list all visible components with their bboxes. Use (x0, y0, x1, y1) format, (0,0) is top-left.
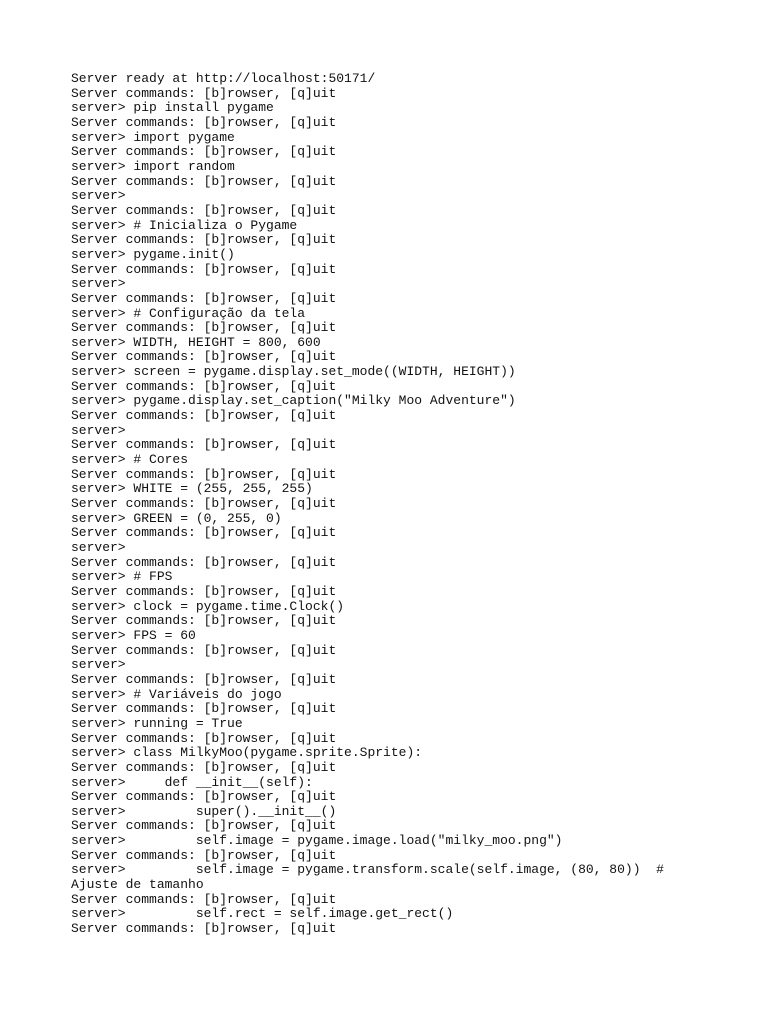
server-commands-line: Server commands: [b]rowser, [q]uit (71, 891, 337, 907)
server-prompt-line: server> pygame.display.set_caption("Milky Moo Adventure") (71, 393, 516, 409)
server-commands-line: Server commands: [b]rowser, [q]uit (71, 789, 337, 805)
server-prompt-line: server> (71, 276, 126, 292)
server-commands-line: Server commands: [b]rowser, [q]uit (71, 173, 337, 189)
server-commands-line: Server commands: [b]rowser, [q]uit (71, 496, 337, 512)
server-commands-line: Server commands: [b]rowser, [q]uit (71, 261, 337, 277)
server-commands-line: Server commands: [b]rowser, [q]uit (71, 759, 337, 775)
server-commands-line: Server commands: [b]rowser, [q]uit (71, 85, 337, 101)
server-commands-line: Server commands: [b]rowser, [q]uit (71, 408, 337, 424)
server-commands-line: Server commands: [b]rowser, [q]uit (71, 437, 337, 453)
server-prompt-line: server> class MilkyMoo(pygame.sprite.Sprite): (71, 745, 423, 761)
server-prompt-line: server> # Configuração da tela (71, 305, 306, 321)
server-prompt-line: server> (71, 422, 126, 438)
server-commands-line: Server commands: [b]rowser, [q]uit (71, 554, 337, 570)
console-output (71, 72, 711, 937)
server-prompt-line: server> # Variáveis do jogo (71, 686, 282, 702)
server-prompt-line: server> (71, 540, 126, 555)
server-commands-line: Server commands: [b]rowser, [q]uit (71, 701, 337, 717)
server-commands-line: Server commands: [b]rowser, [q]uit (71, 232, 337, 248)
server-status-line: Server ready at http://localhost:50171/ (71, 71, 376, 86)
server-prompt-line: server> super().__init__() (71, 803, 337, 819)
server-commands-line: Server commands: [b]rowser, [q]uit (71, 525, 337, 541)
server-prompt-line: server> (71, 657, 126, 673)
server-prompt-line: server> # Cores (71, 452, 189, 468)
server-commands-line: Server commands: [b]rowser, [q]uit (71, 847, 337, 863)
server-commands-line: Server commands: [b]rowser, [q]uit (71, 671, 337, 687)
server-commands-line: Server commands: [b]rowser, [q]uit (71, 642, 337, 658)
server-commands-line: Server commands: [b]rowser, [q]uit (71, 818, 337, 834)
server-prompt-line: server> def __init__(self): (71, 774, 313, 790)
server-prompt-line: server> self.image = pygame.transform.scale(self.image, (80, 80)) # Ajuste de tamanho (71, 862, 672, 893)
server-prompt-line: server> GREEN = (0, 255, 0) (71, 510, 282, 526)
server-prompt-line: server> FPS = 60 (71, 627, 196, 643)
server-commands-line: Server commands: [b]rowser, [q]uit (71, 202, 337, 218)
server-commands-line: Server commands: [b]rowser, [q]uit (71, 466, 337, 482)
server-commands-line: Server commands: [b]rowser, [q]uit (71, 349, 337, 365)
server-commands-line: Server commands: [b]rowser, [q]uit (71, 613, 337, 629)
server-prompt-line: server> WIDTH, HEIGHT = 800, 600 (71, 334, 321, 350)
server-prompt-line: server> running = True (71, 715, 243, 731)
server-commands-line: Server commands: [b]rowser, [q]uit (71, 114, 337, 130)
server-prompt-line: server> pygame.init() (71, 246, 235, 262)
server-commands-line: Server commands: [b]rowser, [q]uit (71, 290, 337, 306)
server-prompt-line: server> pip install pygame (71, 100, 274, 116)
server-commands-line: Server commands: [b]rowser, [q]uit (71, 730, 337, 746)
server-prompt-line: server> import pygame (71, 129, 235, 145)
server-commands-line: Server commands: [b]rowser, [q]uit (71, 921, 337, 937)
server-commands-line: Server commands: [b]rowser, [q]uit (71, 583, 337, 599)
server-commands-line: Server commands: [b]rowser, [q]uit (71, 378, 337, 394)
server-prompt-line: server> (71, 188, 126, 204)
server-prompt-line: server> # Inicializa o Pygame (71, 217, 298, 233)
server-commands-line: Server commands: [b]rowser, [q]uit (71, 320, 337, 336)
server-prompt-line: server> screen = pygame.display.set_mode((WIDTH, HEIGHT)) (71, 364, 516, 380)
server-prompt-line: server> WHITE = (255, 255, 255) (71, 481, 313, 497)
server-commands-line: Server commands: [b]rowser, [q]uit (71, 144, 337, 160)
server-prompt-line: server> self.image = pygame.image.load("milky_moo.png") (71, 833, 563, 849)
server-prompt-line: server> self.rect = self.image.get_rect() (71, 906, 454, 922)
server-prompt-line: server> # FPS (71, 569, 173, 585)
server-prompt-line: server> import random (71, 158, 235, 174)
server-prompt-line: server> clock = pygame.time.Clock() (71, 598, 345, 614)
